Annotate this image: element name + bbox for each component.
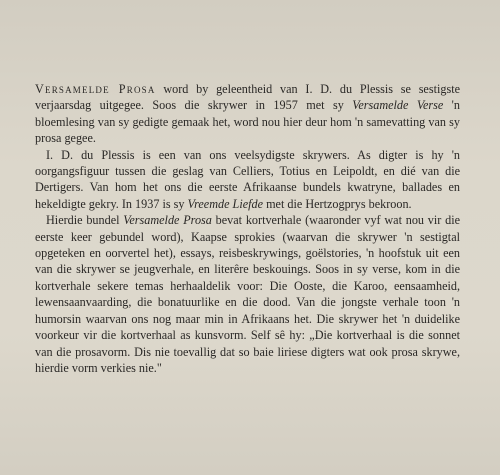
- title-versamelde-prosa: Versamelde Prosa: [123, 213, 212, 228]
- text-run: 'n bloemlesing van sy gedigte gemaak het, word nou hier deur hom 'n samevatting van sy prosa gegee.: [35, 98, 460, 146]
- text-run: I. D. du Plessis is een van ons veelsydigste skrywers. As digter is hy 'n oorgangsfiguur tussen die geslag van Celliers, Totius en Leipoldt, en dié van die Dertigers. Van hom het ons die eerste Afrikaanse bundels kwatryne, ballades en hekeldigte gekry. In 1937 is sy: [35, 147, 460, 211]
- title-versamelde-verse: Versamelde Verse: [352, 98, 444, 113]
- book-title-smallcaps: Versamelde Prosa: [35, 82, 156, 96]
- text-run: met die Hertzogprys bekroon.: [263, 196, 412, 211]
- title-vreemde-liefde: Vreemde Liefde: [187, 196, 264, 211]
- paragraph-contents: [35, 212, 460, 376]
- paragraph-author: [35, 147, 460, 213]
- text-run: Hierdie bundel: [46, 213, 124, 228]
- text-run: bevat kortverhale (waaronder vyf wat nou vir die eerste keer gebundel word), Kaapse sprokies (waarvan die skrywer 'n sestigtal opgeteken en oorvertel het), essays, reisbeskrywings, goëlstories, 'n hoofstuk uit een van die skrywer se jeugverhale, en literêre beskouings. Soos in sy verse, kom in die kortverhale sekere temas herhaaldelik voor: Die Ooste, die Karoo, eensaamheid, lewensaanvaarding, die bonatuurlike en die dood. Van die jongste verhale toon 'n humorsin waarvan ons nog maar min in Afrikaans het. Die skrywer het 'n duidelike voorkeur vir die kortverhaal as kunsvorm. Self sê hy: „Die kortverhaal is die sonnet van die prosavorm. Dis nie toevallig dat so baie liriese digters wat ook prosa skrywe, hierdie vorm verkies nie.": [35, 213, 460, 375]
- paragraph-intro: [35, 81, 460, 147]
- text-run: word by geleentheid van I. D. du Plessis se sestigste verjaarsdag uitgegee. Soos die skrywer in 1957 met sy: [35, 82, 460, 113]
- book-blurb: [35, 81, 460, 376]
